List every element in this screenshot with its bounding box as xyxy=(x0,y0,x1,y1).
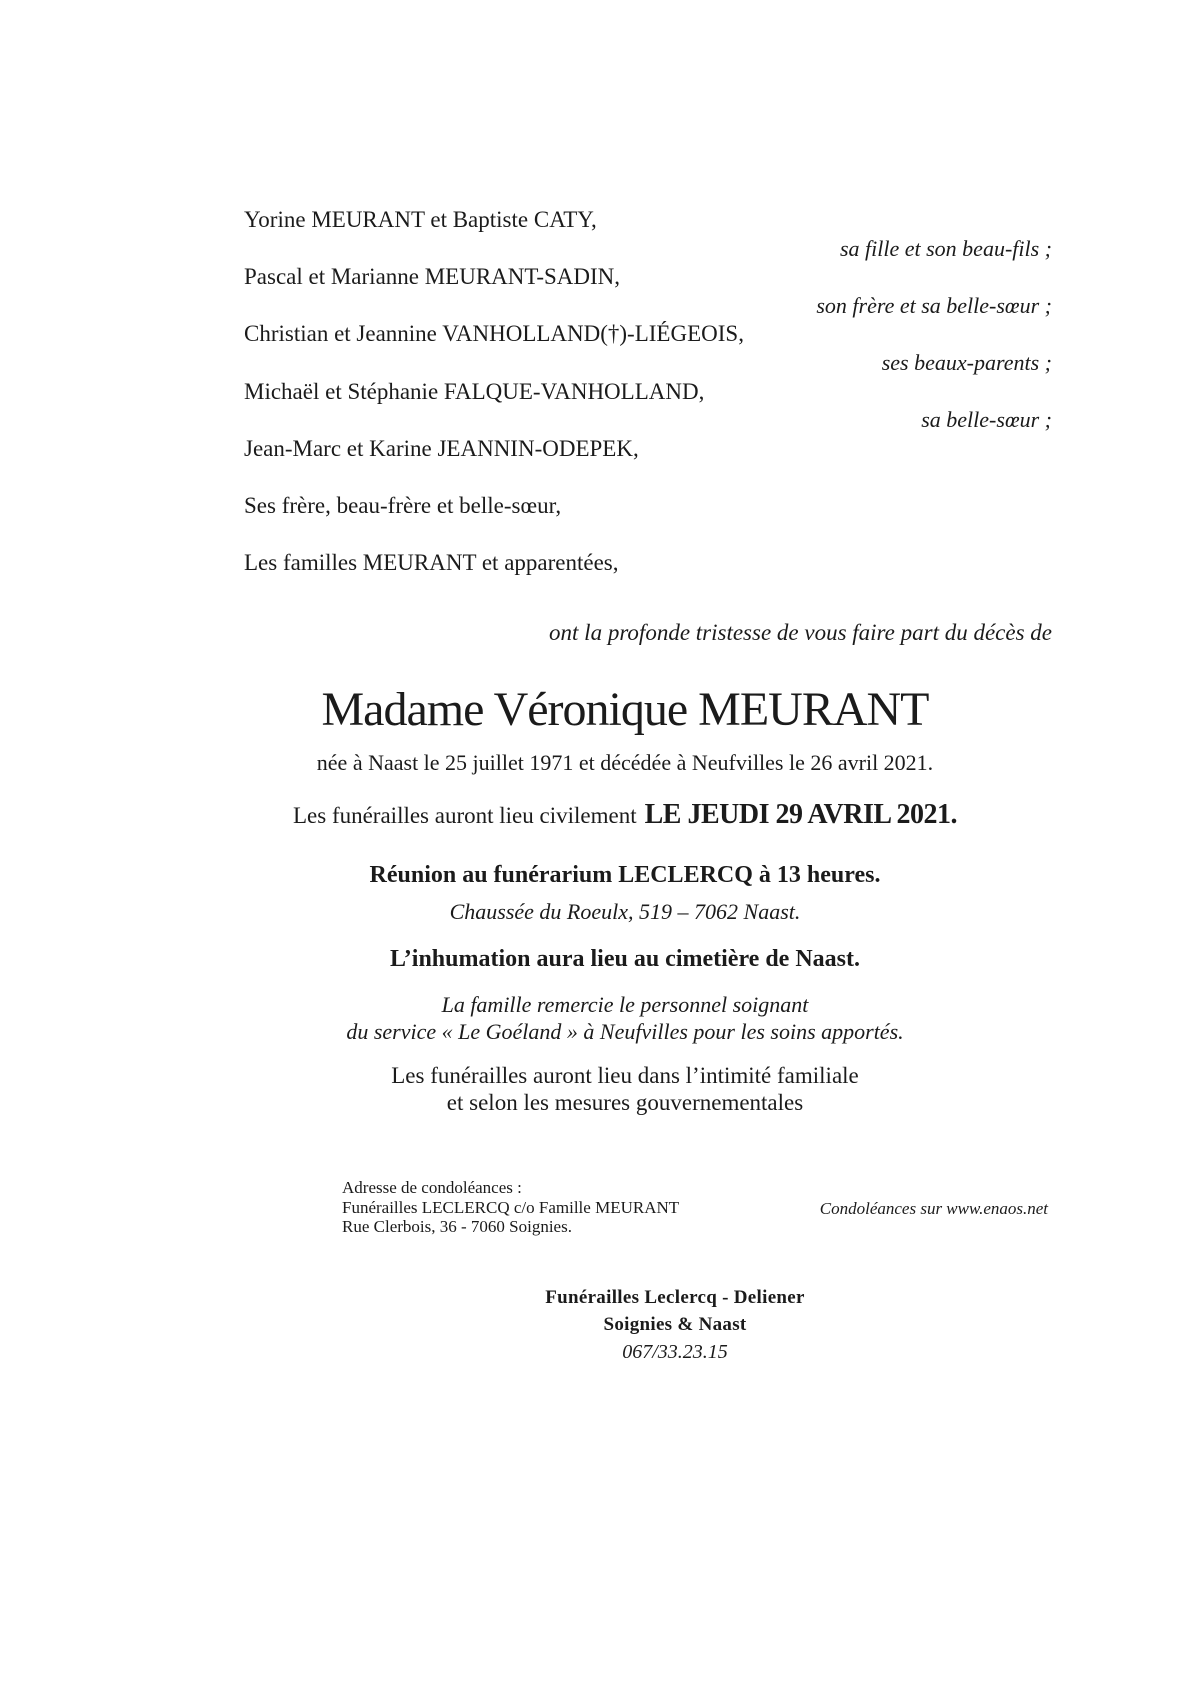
thanks-line-1: La famille remercie le personnel soignant xyxy=(441,992,809,1017)
thanks-line-2: du service « Le Goéland » à Neufvilles pour les soins apportés. xyxy=(346,1019,904,1044)
funeral-home-locations: Soignies & Naast xyxy=(603,1314,747,1335)
family-member-line: Yorine MEURANT et Baptiste CATY, xyxy=(244,207,597,232)
funeral-home-block xyxy=(78,1284,1194,1366)
family-member-line: Ses frère, beau-frère et belle-sœur, xyxy=(244,492,562,518)
blank-line xyxy=(244,521,1052,550)
family-list xyxy=(244,206,1052,578)
family-member-line: Christian et Jeannine VANHOLLAND(†)-LIÉGEOIS, xyxy=(244,321,744,347)
family-member-line: Les familles MEURANT et apparentées, xyxy=(244,550,619,576)
burial-line: L’inhumation aura lieu au cimetière de Naast. xyxy=(389,946,860,972)
thanks-note xyxy=(28,991,1194,1045)
funeral-date: LE JEUDI 29 AVRIL 2021. xyxy=(644,799,957,830)
relation-line: sa fille et son beau-fils ; xyxy=(839,235,1052,261)
relation-line: ses beaux-parents ; xyxy=(881,349,1052,375)
funeral-home-name: Funérailles Leclercq - Deliener xyxy=(545,1287,805,1308)
funeral-intro: Les funérailles auront lieu civilement xyxy=(292,803,637,828)
condolence-address-label: Adresse de condoléances : xyxy=(342,1178,522,1197)
intimacy-line-1: Les funérailles auront lieu dans l’intimité familiale xyxy=(391,1063,859,1088)
life-dates: née à Naast le 25 juillet 1971 et décédée à Neufvilles le 26 avril 2021. xyxy=(316,750,934,775)
condolence-address-line-2: Rue Clerbois, 36 - 7060 Soignies. xyxy=(342,1217,572,1236)
condolence-address-line-1: Funérailles LECLERCQ c/o Famille MEURANT xyxy=(342,1197,680,1217)
funeral-home-phone: 067/33.23.15 xyxy=(622,1341,728,1363)
family-member-line: Jean-Marc et Karine JEANNIN-ODEPEK, xyxy=(244,435,639,461)
deceased-name: Madame Véronique MEURANT xyxy=(321,683,929,736)
funeral-date-line xyxy=(28,799,1194,831)
intimacy-line-2: et selon les mesures gouvernementales xyxy=(446,1090,804,1115)
meeting-address: Chaussée du Roeulx, 519 – 7062 Naast. xyxy=(449,899,801,924)
family-member-line: Michaël et Stéphanie FALQUE-VANHOLLAND, xyxy=(244,378,705,404)
online-condolences: Condoléances sur www.enaos.net xyxy=(819,1199,1048,1218)
meeting-line: Réunion au funérarium LECLERCQ à 13 heures. xyxy=(369,862,881,888)
relation-line: son frère et sa belle-sœur ; xyxy=(816,292,1052,318)
relation-line: sa belle-sœur ; xyxy=(921,407,1052,433)
announcement-line: ont la profonde tristesse de vous faire part du décès de xyxy=(549,620,1052,645)
family-member-line: Pascal et Marianne MEURANT-SADIN, xyxy=(244,264,621,290)
blank-line xyxy=(244,463,1052,492)
intimacy-note xyxy=(28,1062,1194,1116)
